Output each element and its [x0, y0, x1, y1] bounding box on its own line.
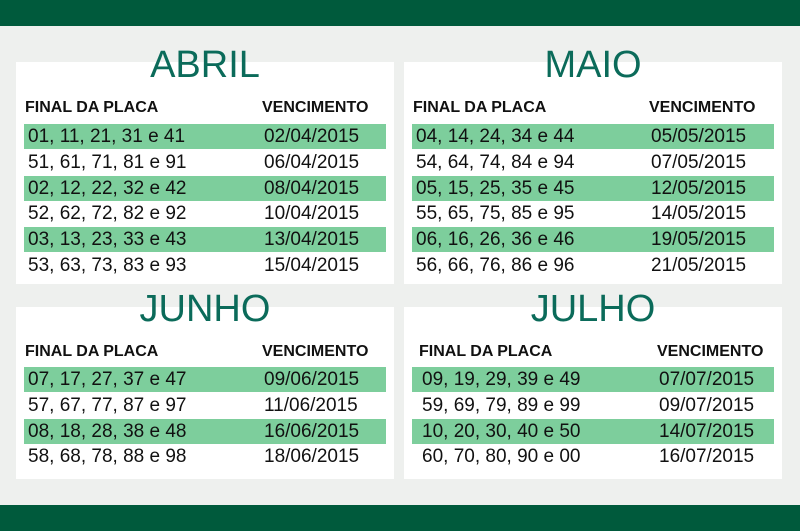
bottom-bar	[0, 505, 800, 531]
plate-endings: 58, 68, 78, 88 e 98	[28, 446, 187, 468]
due-date: 09/07/2015	[659, 394, 755, 416]
column-header-final-da-placa: FINAL DA PLACA	[25, 99, 159, 116]
plate-endings: 08, 18, 28, 38 e 48	[28, 420, 187, 442]
plate-endings: 52, 62, 72, 82 e 92	[28, 203, 187, 225]
due-date: 13/04/2015	[264, 229, 360, 251]
plate-endings: 09, 19, 29, 39 e 49	[422, 369, 581, 390]
plate-endings: 56, 66, 76, 86 e 96	[416, 255, 575, 276]
due-date: 16/07/2015	[659, 446, 755, 468]
due-date: 19/05/2015	[651, 229, 747, 251]
due-date: 21/05/2015	[651, 255, 747, 276]
plate-endings: 01, 11, 21, 31 e 41	[28, 126, 186, 147]
due-date: 18/06/2015	[264, 446, 360, 468]
due-date: 07/07/2015	[659, 369, 755, 390]
column-header-vencimento: VENCIMENTO	[262, 343, 369, 360]
due-date: 10/04/2015	[264, 203, 360, 225]
column-header-vencimento: VENCIMENTO	[262, 99, 369, 116]
plate-endings: 10, 20, 30, 40 e 50	[422, 420, 581, 442]
plate-endings: 06, 16, 26, 36 e 46	[416, 229, 575, 251]
due-date: 11/06/2015	[264, 394, 358, 416]
plate-endings: 53, 63, 73, 83 e 93	[28, 255, 187, 276]
top-bar	[0, 0, 800, 26]
plate-endings: 02, 12, 22, 32 e 42	[28, 177, 187, 199]
plate-endings: 57, 67, 77, 87 e 97	[28, 394, 187, 416]
due-date: 08/04/2015	[264, 177, 360, 199]
column-header-final-da-placa: FINAL DA PLACA	[413, 99, 547, 116]
due-date: 05/05/2015	[651, 126, 747, 147]
due-date: 06/04/2015	[264, 151, 360, 173]
due-date: 12/05/2015	[651, 177, 747, 199]
column-header-vencimento: VENCIMENTO	[649, 99, 756, 116]
maio-title: MAIO	[544, 44, 642, 86]
column-header-vencimento: VENCIMENTO	[657, 343, 764, 360]
due-date: 14/07/2015	[659, 420, 755, 442]
plate-endings: 60, 70, 80, 90 e 00	[422, 446, 581, 468]
column-header-final-da-placa: FINAL DA PLACA	[25, 343, 159, 360]
due-date: 16/06/2015	[264, 420, 360, 442]
abril-title: ABRIL	[150, 44, 260, 86]
due-date: 02/04/2015	[264, 126, 360, 147]
plate-endings: 54, 64, 74, 84 e 94	[416, 151, 575, 173]
due-date: 09/06/2015	[264, 369, 360, 390]
plate-endings: 59, 69, 79, 89 e 99	[422, 394, 581, 416]
junho-title: JUNHO	[139, 288, 271, 330]
plate-endings: 07, 17, 27, 37 e 47	[28, 369, 187, 390]
julho-title: JULHO	[530, 288, 656, 330]
plate-endings: 04, 14, 24, 34 e 44	[416, 126, 575, 147]
plate-endings: 55, 65, 75, 85 e 95	[416, 203, 575, 225]
plate-endings: 05, 15, 25, 35 e 45	[416, 177, 575, 199]
column-header-final-da-placa: FINAL DA PLACA	[419, 343, 553, 360]
plate-endings: 03, 13, 23, 33 e 43	[28, 229, 187, 251]
due-date: 07/05/2015	[651, 151, 747, 173]
due-date: 14/05/2015	[651, 203, 747, 225]
due-date: 15/04/2015	[264, 255, 360, 276]
plate-endings: 51, 61, 71, 81 e 91	[28, 151, 187, 173]
